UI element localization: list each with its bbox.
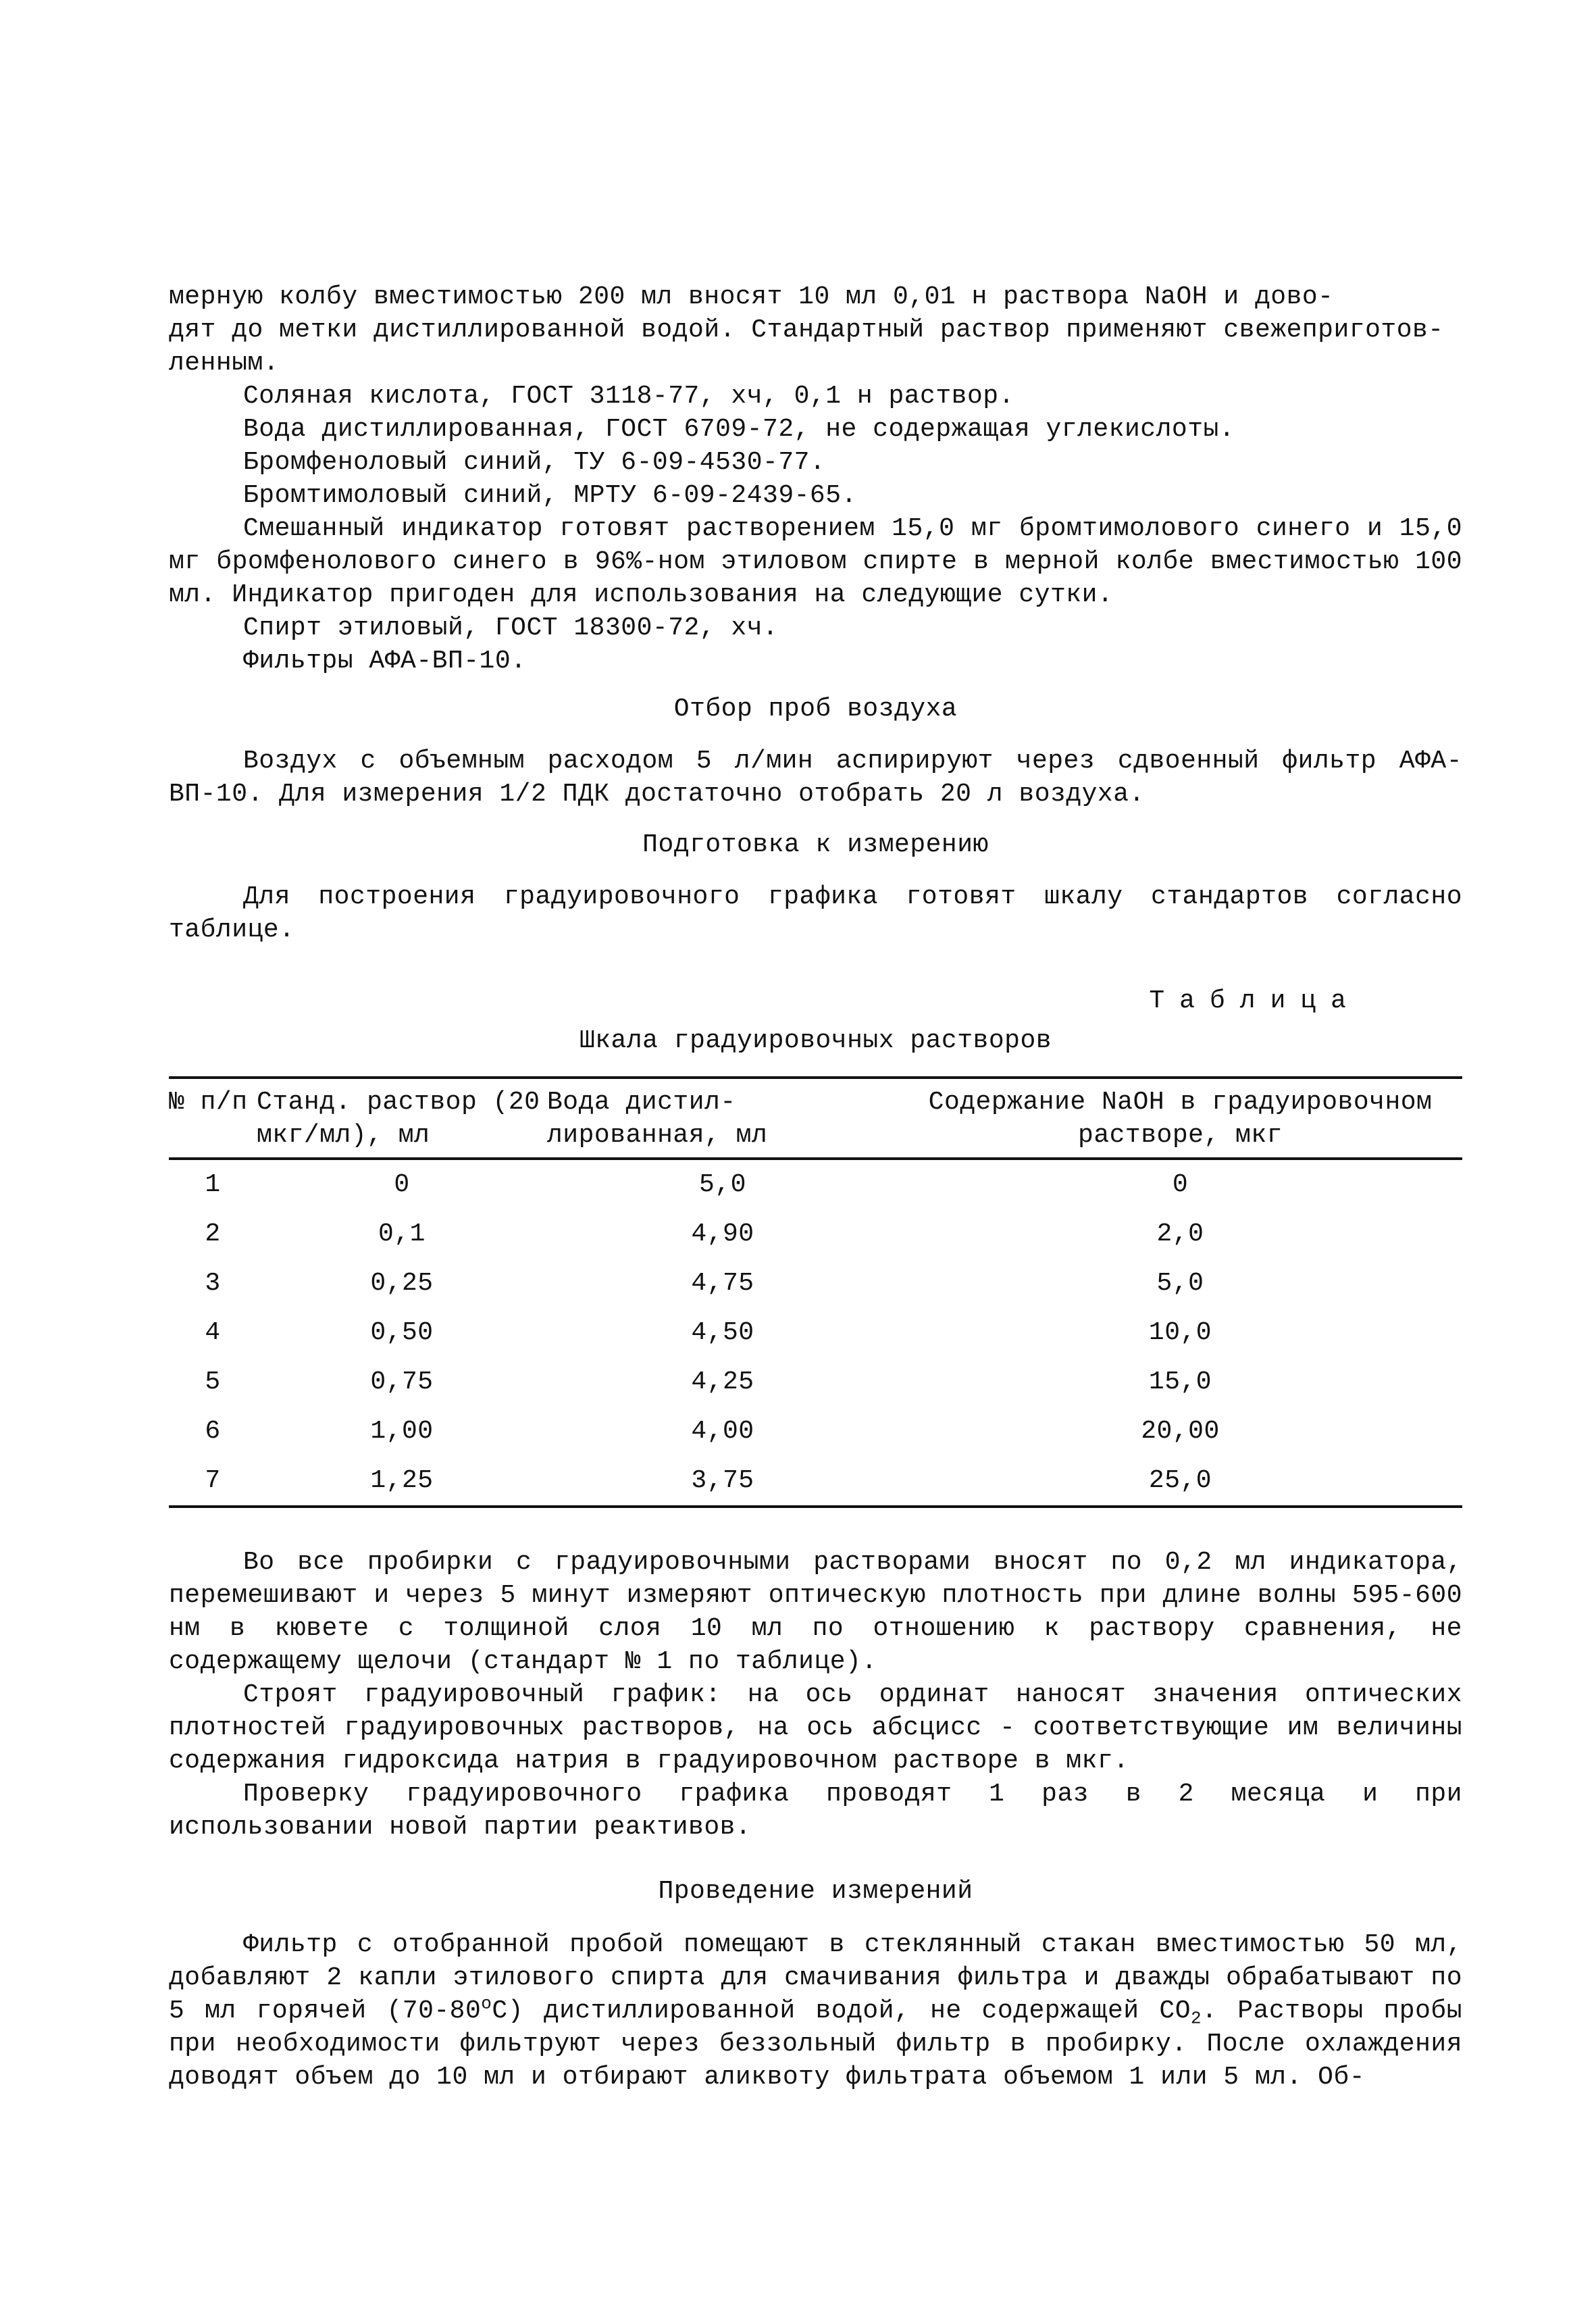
sampling-paragraph: Воздух с объемным расходом 5 л/мин аспирируют через сдвоенный фильтр АФА-ВП-10. Для измерения 1/2 ПДК достаточно отобрать 20 л воздуха. <box>169 747 1462 809</box>
cell-water: 5,0 <box>699 1170 746 1199</box>
procedure-text-part: . Растворы пробы при необходимости фильтруют через беззольный фильтр в пробирку. После охлаждения доводят объем до 10 мл и отбирают аликвоту фильтрата объемом 1 или 5 мл. Об- <box>169 1996 1462 2092</box>
cell-number: 1 <box>205 1170 221 1199</box>
cell-water: 4,90 <box>691 1219 754 1249</box>
cell-content: 15,0 <box>1148 1367 1212 1397</box>
cell-number: 2 <box>205 1219 221 1249</box>
table-row <box>169 1259 1462 1308</box>
table-label: Таблица <box>1149 986 1361 1015</box>
calibration-table <box>169 1076 1462 1508</box>
measurement-paragraph: Во все пробирки с градуировочными растворами вносят по 0,2 мл индикатора, перемешивают и через 5 минут измеряют оптическую плотность при длине волны 595-600 нм в кювете с толщиной слоя 10 мл по отношению к раствору сравнения, не содержащему щелочи (стандарт № 1 по таблице). <box>169 1548 1462 1676</box>
table-row <box>169 1357 1462 1407</box>
reagent-line: Бромтимоловый синий, МРТУ 6-09-2439-65. <box>243 481 857 510</box>
table-header-row <box>169 1078 1462 1159</box>
preparation-paragraph: Для построения градуировочного графика готовят шкалу стандартов согласно таблице. <box>169 882 1462 945</box>
cell-standard: 0,25 <box>370 1269 434 1298</box>
cell-content: 10,0 <box>1148 1318 1212 1347</box>
subscript: 2 <box>1191 2008 1202 2029</box>
indicator-paragraph: Смешанный индикатор готовят растворением 15,0 мг бромтимолового синего и 15,0 мг бромфенолового синего в 96%-ном этиловом спирте в мерной колбе вместимостью 100 мл. Индикатор пригоден для использования на следующие сутки. <box>169 514 1462 609</box>
cell-content: 2,0 <box>1156 1219 1204 1249</box>
document-page <box>169 280 1462 2094</box>
cell-water: 4,00 <box>691 1417 754 1446</box>
reagent-line: Бромфеноловый синий, ТУ 6-09-4530-77. <box>243 448 826 477</box>
header-standard-solution: Станд. раствор (20 мкг/мл), мл <box>257 1078 547 1159</box>
cell-number: 3 <box>205 1269 221 1298</box>
cell-water: 4,25 <box>691 1367 754 1397</box>
table-row <box>169 1209 1462 1259</box>
cell-water: 3,75 <box>547 1456 898 1507</box>
cell-water: 4,50 <box>691 1318 754 1347</box>
cell-number: 4 <box>205 1318 221 1347</box>
header-distilled-water: Вода дистил- лированная, мл <box>547 1078 898 1159</box>
header-number: № п/п <box>169 1078 257 1159</box>
reagent-line: Спирт этиловый, ГОСТ 18300-72, хч. <box>243 613 779 643</box>
cell-number: 6 <box>205 1417 221 1446</box>
reagent-line: Вода дистиллированная, ГОСТ 6709-72, не содержащая углекислоты. <box>243 415 1235 444</box>
procedure-text-part: С) дистиллированной водой, не содержащей СО <box>492 1996 1191 2026</box>
table-row <box>169 1407 1462 1456</box>
verification-paragraph: Проверку градуировочного графика проводят 1 раз в 2 месяца и при использовании новой партии реактивов. <box>169 1780 1462 1842</box>
cell-content: 5,0 <box>1156 1269 1204 1298</box>
reagent-line: Соляная кислота, ГОСТ 3118-77, хч, 0,1 н раствор. <box>243 382 1014 411</box>
table-row <box>169 1159 1462 1209</box>
cell-standard: 0,50 <box>370 1318 434 1347</box>
degree-sign: о <box>481 1993 492 2014</box>
intro-line: дят до метки дистиллированной водой. Стандартный раствор применяют свежеприготов- <box>169 316 1444 345</box>
table-row <box>169 1456 1462 1507</box>
table-caption: Шкала градуировочных растворов <box>579 1026 1052 1055</box>
intro-line: ленным. <box>169 349 280 378</box>
cell-standard: 0,1 <box>378 1219 426 1249</box>
procedure-paragraph <box>169 1928 1462 2094</box>
cell-number: 5 <box>205 1367 221 1397</box>
cell-standard: 1,25 <box>257 1456 547 1507</box>
section-title-preparation: Подготовка к измерению <box>642 830 989 859</box>
graph-paragraph: Строят градуировочный график: на ось ординат наносят значения оптических плотностей градуировочных растворов, на ось абсцисс - соответствующие им величины содержания гидроксида натрия в градуировочном растворе в мкг. <box>169 1680 1462 1776</box>
cell-content: 0 <box>1172 1170 1189 1199</box>
cell-number: 7 <box>169 1456 257 1507</box>
section-title-measurement: Проведение измерений <box>658 1877 973 1906</box>
table-row <box>169 1308 1462 1357</box>
cell-standard: 1,00 <box>370 1417 434 1446</box>
intro-line: мерную колбу вместимостью 200 мл вносят 10 мл 0,01 н раствора NaOH и дово- <box>169 282 1334 311</box>
cell-content: 20,00 <box>1141 1417 1220 1446</box>
cell-standard: 0,75 <box>370 1367 434 1397</box>
cell-standard: 0 <box>394 1170 410 1199</box>
cell-content: 25,0 <box>898 1456 1462 1507</box>
reagent-line: Фильтры АФА-ВП-10. <box>243 647 527 676</box>
procedure-text-part: Фильтр с отобранной пробой помещают в стеклянный стакан вместимостью 50 мл, добавляют 2 капли этилового спирта для смачивания фильтра и дважды обрабатывают по 5 мл горячей (70-80 <box>169 1930 1462 2026</box>
cell-water: 4,75 <box>691 1269 754 1298</box>
header-naoh-content: Содержание NaOH в градуировочном растворе, мкг <box>898 1078 1462 1159</box>
section-title-sampling: Отбор проб воздуха <box>673 695 958 724</box>
